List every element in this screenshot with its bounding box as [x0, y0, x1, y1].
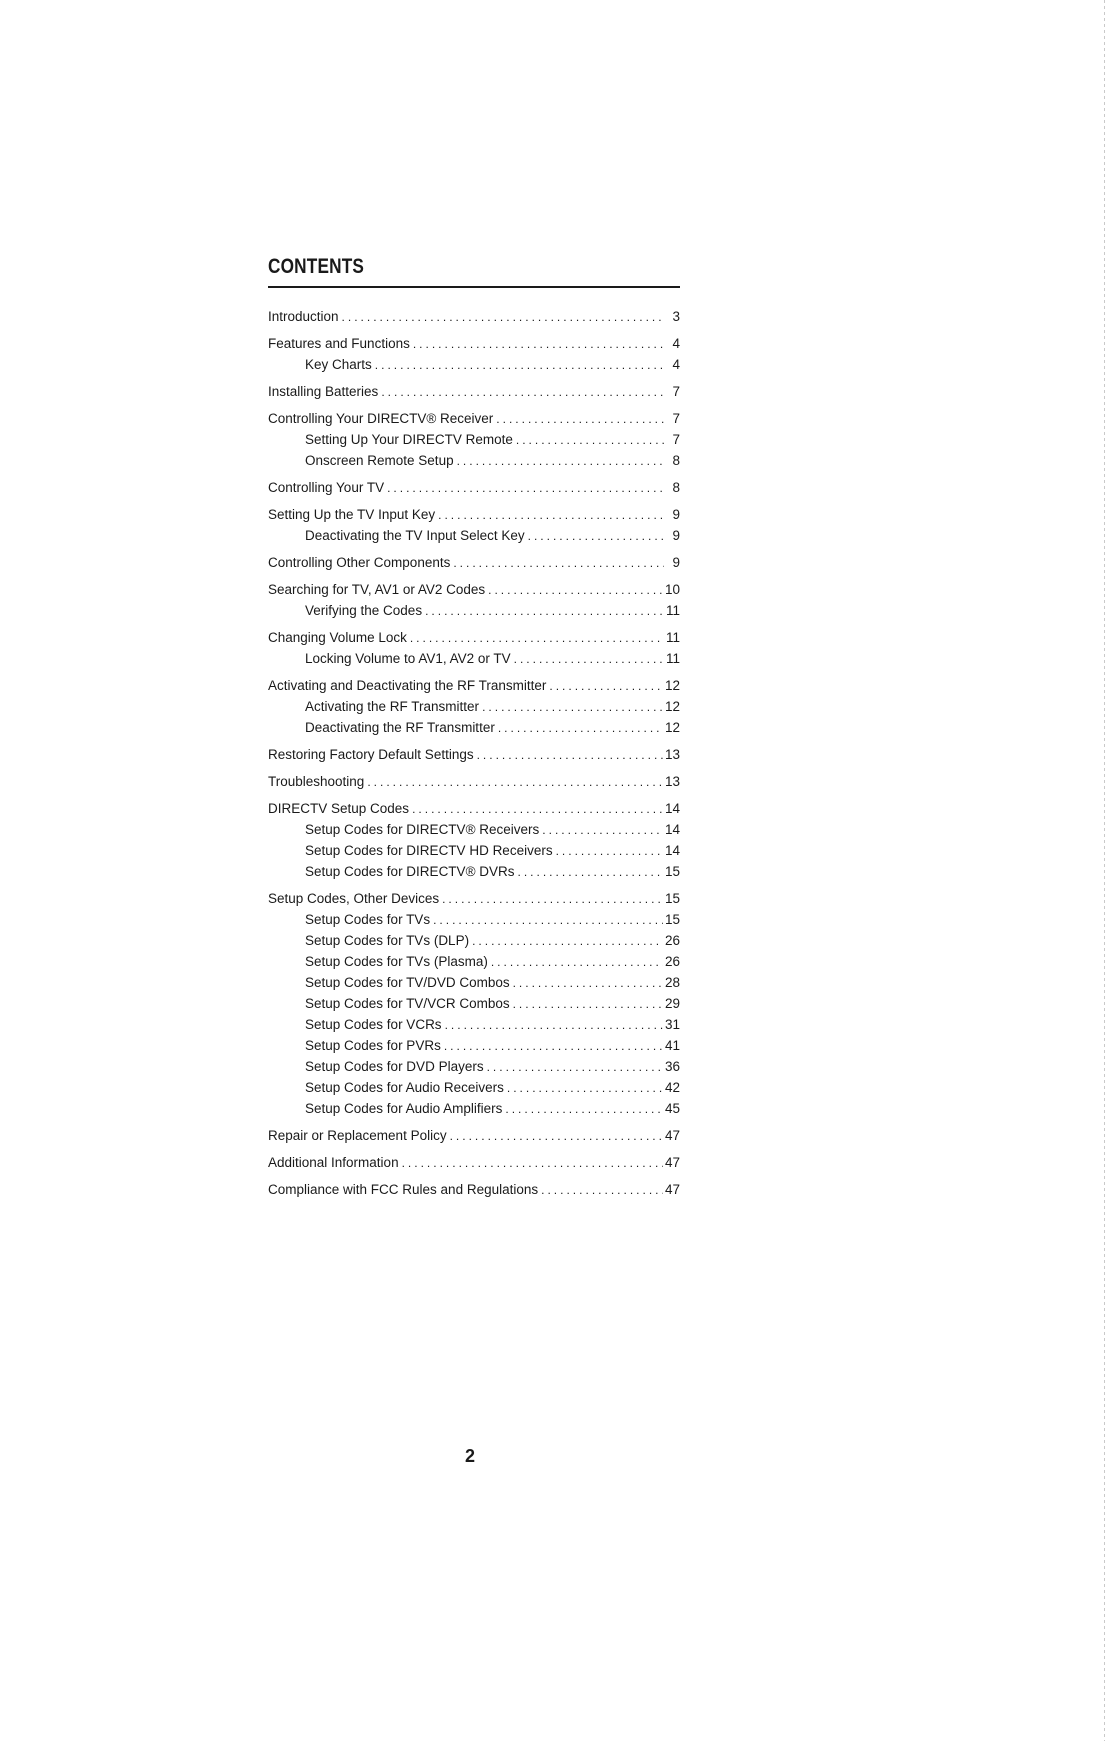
dot-leader	[541, 1180, 663, 1200]
dot-leader	[387, 478, 664, 498]
toc-entry-label: Changing Volume Lock	[268, 630, 407, 645]
toc-entry-page: 9	[672, 528, 680, 543]
dot-leader	[487, 1057, 663, 1077]
toc-entry-label: Verifying the Codes	[305, 603, 423, 618]
toc-entry-label: Setup Codes for DIRECTV® DVRs	[305, 864, 515, 879]
toc-entry	[268, 1125, 680, 1146]
toc-entry-page: 9	[672, 507, 680, 522]
dot-leader	[402, 1153, 663, 1173]
toc-entry-page: 42	[664, 1080, 680, 1095]
toc-group	[268, 798, 680, 882]
toc-subentry	[268, 717, 680, 738]
toc-group	[268, 477, 680, 498]
toc-subentry	[268, 1056, 680, 1077]
toc-entry-page: 7	[672, 384, 680, 399]
toc-group	[268, 381, 680, 402]
dot-leader	[498, 718, 663, 738]
toc-entry-page: 36	[664, 1059, 680, 1074]
toc-entry-label: Activating the RF Transmitter	[305, 699, 480, 714]
toc-entry-page: 47	[664, 1155, 680, 1170]
toc-subentry	[268, 429, 680, 450]
dot-leader	[516, 430, 664, 450]
toc-entry-page: 47	[664, 1128, 680, 1143]
toc-entry-label: Controlling Your TV	[268, 480, 385, 495]
toc-subentry	[268, 450, 680, 471]
toc-entry-page: 14	[664, 822, 680, 837]
toc-entry-page: 11	[665, 651, 680, 666]
toc-entry-label: Installing Batteries	[268, 384, 379, 399]
toc-group	[268, 579, 680, 621]
toc-entry-page: 7	[672, 432, 680, 447]
toc-entry-page: 14	[664, 843, 680, 858]
toc-entry-label: Setup Codes for DVD Players	[305, 1059, 484, 1074]
toc-entry-label: Controlling Other Components	[268, 555, 451, 570]
toc-entry-label: Setup Codes, Other Devices	[268, 891, 440, 906]
toc-entry-page: 41	[664, 1038, 680, 1053]
dot-leader	[444, 1036, 663, 1056]
toc-entry-page: 31	[664, 1017, 680, 1032]
toc-subentry	[268, 600, 680, 621]
toc-entry-label: Setup Codes for DIRECTV HD Receivers	[305, 843, 553, 858]
dot-leader	[496, 409, 664, 429]
dot-leader	[556, 841, 663, 861]
toc-subentry	[268, 525, 680, 546]
toc-entry-page: 15	[664, 864, 680, 879]
toc-subentry	[268, 819, 680, 840]
toc-entry-label: Troubleshooting	[268, 774, 365, 789]
toc-subentry	[268, 840, 680, 861]
dot-leader	[413, 334, 664, 354]
toc-entry	[268, 579, 680, 600]
toc-group	[268, 627, 680, 669]
dot-leader	[549, 676, 663, 696]
toc-entry-label: Onscreen Remote Setup	[305, 453, 454, 468]
dot-leader	[375, 355, 664, 375]
dot-leader	[425, 601, 664, 621]
toc-entry-label: Setup Codes for DIRECTV® Receivers	[305, 822, 540, 837]
toc-group	[268, 771, 680, 792]
dot-leader	[518, 862, 663, 882]
toc-entry-label: Searching for TV, AV1 or AV2 Codes	[268, 582, 486, 597]
toc-entry	[268, 1152, 680, 1173]
toc-entry	[268, 888, 680, 909]
toc-group	[268, 1125, 680, 1146]
toc-entry-label: Restoring Factory Default Settings	[268, 747, 474, 762]
toc-group	[268, 744, 680, 765]
toc-entries	[268, 306, 680, 1200]
toc-entry-page: 13	[664, 747, 680, 762]
toc-entry-label: Repair or Replacement Policy	[268, 1128, 447, 1143]
dot-leader	[542, 820, 663, 840]
toc-entry-page: 3	[672, 309, 680, 324]
dot-leader	[453, 553, 664, 573]
toc-entry-page: 10	[664, 582, 680, 597]
toc-entry-page: 4	[672, 336, 680, 351]
toc-entry-page: 8	[672, 480, 680, 495]
toc-subentry	[268, 993, 680, 1014]
toc-entry-page: 12	[664, 699, 680, 714]
scan-edge-line	[1104, 0, 1105, 1741]
toc-entry-label: Setup Codes for TVs (DLP)	[305, 933, 470, 948]
toc-entry	[268, 771, 680, 792]
dot-leader	[445, 1015, 663, 1035]
toc-entry-label: Setup Codes for VCRs	[305, 1017, 442, 1032]
toc-group	[268, 408, 680, 471]
page-number: 2	[464, 1446, 475, 1466]
dot-leader	[513, 994, 663, 1014]
toc-entry-label: DIRECTV Setup Codes	[268, 801, 410, 816]
toc-entry	[268, 627, 680, 648]
dot-leader	[472, 931, 663, 951]
toc-entry-label: Additional Information	[268, 1155, 399, 1170]
toc-group	[268, 552, 680, 573]
dot-leader	[507, 1078, 663, 1098]
toc-entry-label: Setup Codes for TV/DVD Combos	[305, 975, 510, 990]
toc-subentry	[268, 1098, 680, 1119]
dot-leader	[505, 1099, 663, 1119]
toc-entry-page: 15	[664, 891, 680, 906]
dot-leader	[410, 628, 664, 648]
toc-entry-page: 26	[664, 933, 680, 948]
dot-leader	[433, 910, 663, 930]
dot-leader	[442, 889, 663, 909]
contents-heading: CONTENTS	[268, 255, 365, 278]
toc-subentry	[268, 861, 680, 882]
toc-group	[268, 306, 680, 327]
toc-entry	[268, 408, 680, 429]
toc-subentry	[268, 1014, 680, 1035]
toc-subentry	[268, 1077, 680, 1098]
toc-entry	[268, 1179, 680, 1200]
toc-entry-page: 15	[664, 912, 680, 927]
toc-group	[268, 1179, 680, 1200]
toc-entry-page: 9	[672, 555, 680, 570]
dot-leader	[450, 1126, 663, 1146]
toc-entry-page: 14	[664, 801, 680, 816]
dot-leader	[482, 697, 663, 717]
toc-entry	[268, 675, 680, 696]
toc-subentry	[268, 909, 680, 930]
dot-leader	[412, 799, 663, 819]
toc-entry-label: Activating and Deactivating the RF Transmitter	[268, 678, 547, 693]
toc-group	[268, 333, 680, 375]
toc-entry-label: Setting Up the TV Input Key	[268, 507, 436, 522]
toc-subentry	[268, 354, 680, 375]
toc-entry	[268, 381, 680, 402]
toc-group	[268, 1152, 680, 1173]
toc-group	[268, 675, 680, 738]
toc-entry-label: Key Charts	[305, 357, 372, 372]
toc-entry-page: 13	[664, 774, 680, 789]
toc-entry	[268, 744, 680, 765]
toc-entry-label: Introduction	[268, 309, 339, 324]
toc-subentry	[268, 972, 680, 993]
toc-entry-label: Setup Codes for TVs (Plasma)	[305, 954, 488, 969]
dot-leader	[457, 451, 664, 471]
toc-subentry	[268, 648, 680, 669]
toc-entry-label: Setup Codes for PVRs	[305, 1038, 441, 1053]
toc-entry	[268, 552, 680, 573]
toc-subentry	[268, 1035, 680, 1056]
dot-leader	[491, 952, 663, 972]
dot-leader	[513, 973, 663, 993]
toc-group	[268, 888, 680, 1119]
toc-entry-page: 4	[672, 357, 680, 372]
toc-entry-page: 45	[664, 1101, 680, 1116]
toc-entry-page: 28	[664, 975, 680, 990]
toc-entry-page: 7	[672, 411, 680, 426]
toc-entry-page: 11	[665, 603, 680, 618]
toc-entry-label: Locking Volume to AV1, AV2 or TV	[305, 651, 511, 666]
toc-entry-label: Controlling Your DIRECTV® Receiver	[268, 411, 494, 426]
heading-rule	[268, 286, 680, 288]
dot-leader	[528, 526, 664, 546]
toc-entry	[268, 798, 680, 819]
toc-entry-label: Compliance with FCC Rules and Regulations	[268, 1182, 539, 1197]
toc-entry-page: 26	[664, 954, 680, 969]
toc-entry-label: Setup Codes for TVs	[305, 912, 431, 927]
toc-entry-page: 11	[665, 630, 680, 645]
toc-entry-page: 12	[664, 720, 680, 735]
dot-leader	[514, 649, 664, 669]
dot-leader	[488, 580, 663, 600]
toc-entry-label: Setup Codes for Audio Amplifiers	[305, 1101, 503, 1116]
dot-leader	[477, 745, 663, 765]
dot-leader	[381, 382, 664, 402]
toc-entry-page: 47	[664, 1182, 680, 1197]
toc-subentry	[268, 930, 680, 951]
toc-subentry	[268, 951, 680, 972]
toc-entry-label: Setup Codes for Audio Receivers	[305, 1080, 504, 1095]
toc-entry-label: Setup Codes for TV/VCR Combos	[305, 996, 510, 1011]
toc-entry-label: Features and Functions	[268, 336, 410, 351]
dot-leader	[438, 505, 664, 525]
toc-entry	[268, 306, 680, 327]
toc-entry	[268, 477, 680, 498]
toc-entry	[268, 333, 680, 354]
toc-group	[268, 504, 680, 546]
toc-subentry	[268, 696, 680, 717]
toc-entry-page: 29	[664, 996, 680, 1011]
toc-entry-label: Deactivating the RF Transmitter	[305, 720, 495, 735]
dot-leader	[342, 307, 664, 327]
toc-entry	[268, 504, 680, 525]
toc-entry-label: Deactivating the TV Input Select Key	[305, 528, 525, 543]
toc-entry-label: Setting Up Your DIRECTV Remote	[305, 432, 513, 447]
table-of-contents	[268, 254, 680, 1206]
toc-entry-page: 8	[672, 453, 680, 468]
dot-leader	[367, 772, 663, 792]
toc-entry-page: 12	[664, 678, 680, 693]
